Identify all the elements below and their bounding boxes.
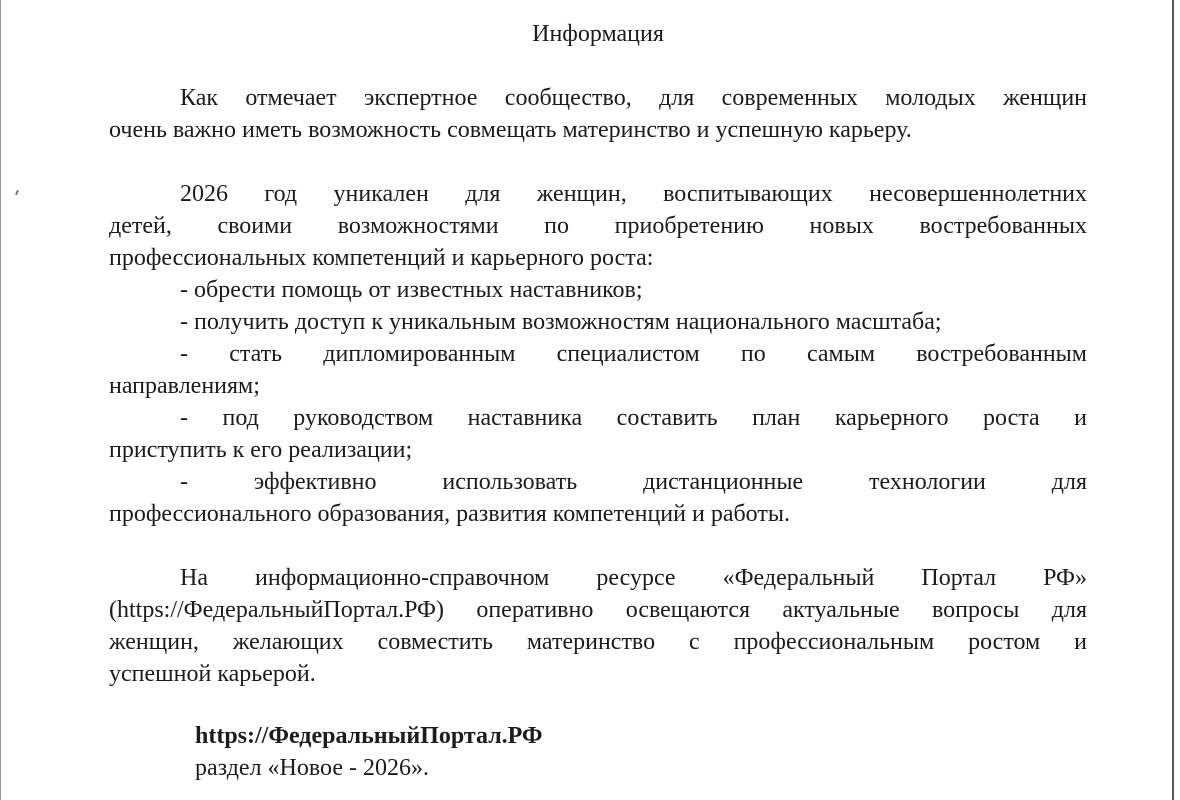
bullet-list <box>109 274 1087 530</box>
document-title: Информация <box>532 21 664 47</box>
scan-left-edge <box>0 0 1 800</box>
list-item-line: приступить к его реализации; <box>109 437 413 463</box>
paragraph-line: детей, своими возможностями по приобретению новых востребованных <box>109 213 1087 239</box>
list-item <box>109 338 1087 402</box>
paragraph-opportunities <box>109 178 1087 274</box>
paragraph-line: 2026 год уникален для женщин, воспитывающих несовершеннолетних <box>180 181 1087 207</box>
paragraph-line: Как отмечает экспертное сообщество, для современных молодых женщин <box>180 85 1087 111</box>
paragraph-intro <box>109 82 1087 146</box>
list-item-line: профессионального образования, развития компетенций и работы. <box>109 501 790 527</box>
paragraph-line: женщин, желающих совместить материнство с профессиональным ростом и <box>109 629 1087 655</box>
paragraph-line: очень важно иметь возможность совмещать материнство и успешную карьеру. <box>109 117 912 143</box>
paragraph-line: На информационно-справочном ресурсе «Федеральный Портал РФ» <box>180 565 1087 591</box>
paragraph-line: профессиональных компетенций и карьерного роста: <box>109 245 654 271</box>
paragraph-portal <box>109 562 1087 690</box>
list-item-line: - обрести помощь от известных наставников; <box>180 277 643 303</box>
list-item-line: - получить доступ к уникальным возможностям национального масштаба; <box>180 309 942 335</box>
list-item <box>109 306 1087 338</box>
list-item <box>109 402 1087 466</box>
paragraph-line: успешной карьерой. <box>109 661 316 687</box>
list-item-line: направлениям; <box>109 373 260 399</box>
scan-right-edge <box>1172 0 1174 800</box>
document-footer <box>195 720 1087 784</box>
list-item-line: - стать дипломированным специалистом по самым востребованным <box>180 341 1087 367</box>
scan-speck <box>15 190 19 195</box>
list-item-line: - эффективно использовать дистанционные технологии для <box>180 469 1087 495</box>
paragraph-line: (https://ФедеральныйПортал.РФ) оперативно освещаются актуальные вопросы для <box>109 597 1087 623</box>
portal-section: раздел «Новое - 2026». <box>195 755 429 781</box>
list-item-line: - под руководством наставника составить план карьерного роста и <box>180 405 1087 431</box>
list-item <box>109 274 1087 306</box>
list-item <box>109 466 1087 530</box>
portal-url: https://ФедеральныйПортал.РФ <box>195 723 543 749</box>
